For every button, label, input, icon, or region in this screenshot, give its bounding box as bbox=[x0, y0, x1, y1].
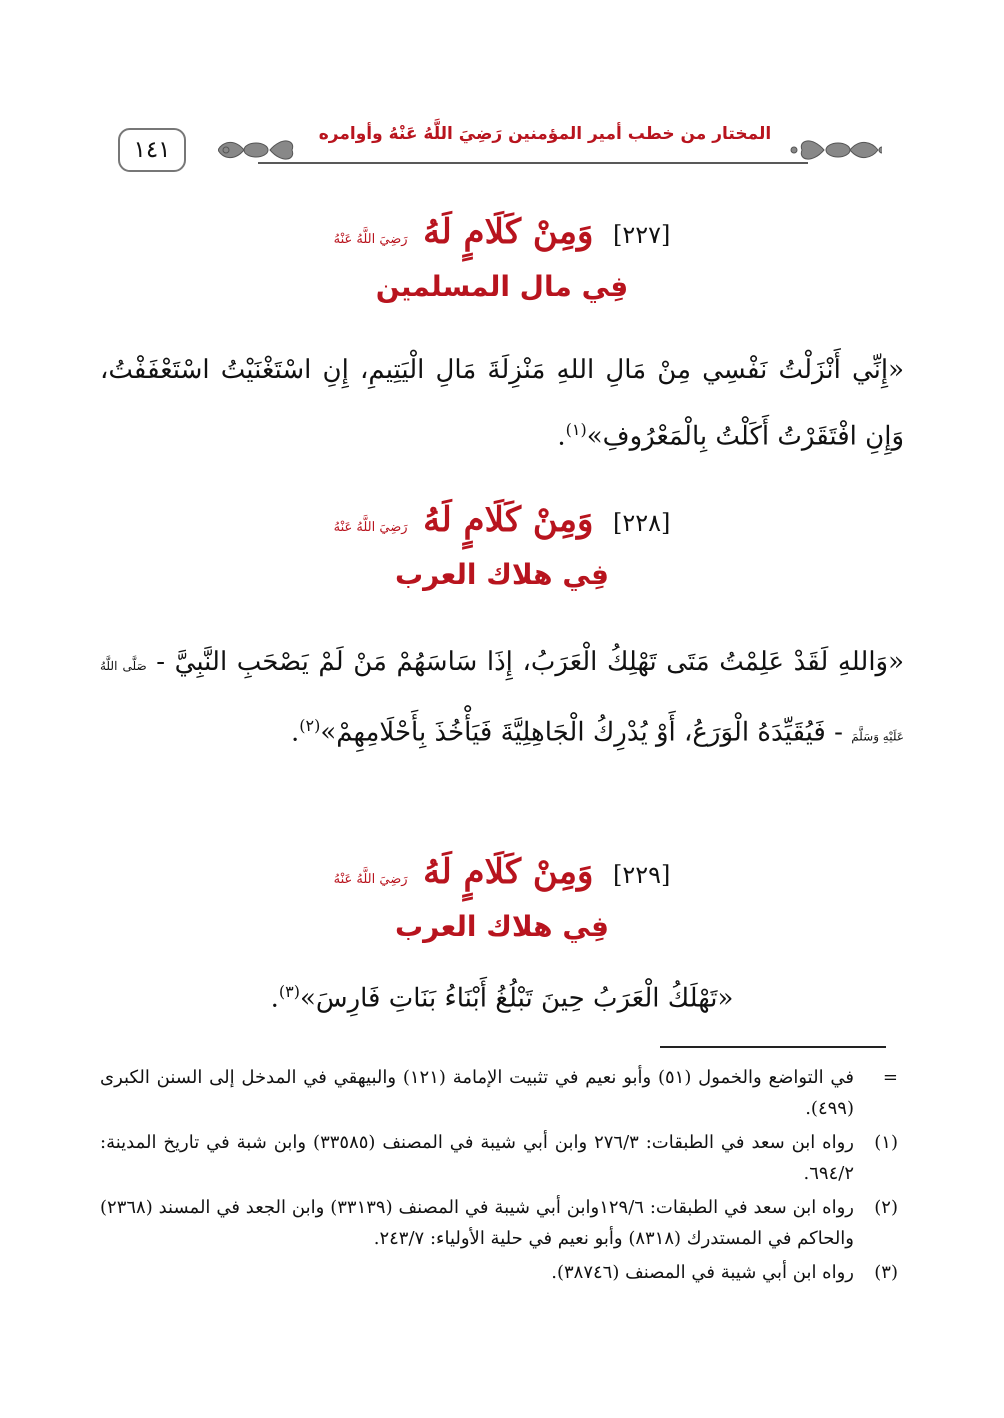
footnote-marker: (٣) bbox=[874, 1262, 898, 1283]
footnote-text: رواه ابن أبي شيبة في المصنف (٣٨٧٤٦). bbox=[551, 1262, 854, 1283]
footnote-ref: (٣) bbox=[278, 982, 300, 1001]
quote-text: «وَاللهِ لَقَدْ عَلِمْتُ مَتَى تَهْلِكُ الْعَرَبُ، إِذَا سَاسَهُمْ مَنْ لَمْ يَصْحَبِ النَّبِيَّ - bbox=[156, 647, 905, 677]
section-number: [٢٢٧] bbox=[612, 221, 671, 249]
honorific: رَضِيَ اللَّهُ عَنْهُ bbox=[333, 872, 408, 887]
section-title bbox=[100, 212, 904, 252]
section-intro: وَمِنْ كَلَامٍ لَهُ bbox=[423, 500, 594, 540]
quote-227 bbox=[100, 340, 904, 467]
footnote-separator bbox=[660, 1046, 886, 1048]
quote-end: . bbox=[557, 421, 566, 452]
footnote-marker: = bbox=[882, 1067, 898, 1088]
page-header bbox=[118, 120, 882, 182]
footnote-ref: (٢) bbox=[299, 716, 321, 735]
prophet-honorific: صَلَّى اللَّهُ عَلَيْهِ وَسَلَّمَ bbox=[100, 659, 904, 744]
footnote-ref: (١) bbox=[565, 420, 587, 439]
page-number: ١٤١ bbox=[118, 128, 186, 172]
footnote-marker: (٢) bbox=[874, 1197, 898, 1218]
section-heading-229 bbox=[100, 852, 904, 943]
footnote-item bbox=[100, 1062, 904, 1124]
footnote-item bbox=[100, 1257, 904, 1288]
quote-end: . bbox=[270, 983, 279, 1014]
quote-text-continued: - فَيُقَيِّدَهُ الْوَرَعُ، أَوْ يُدْرِكُ الْجَاهِلِيَّةَ فَيَأْخُذَ بِأَحْلَامِهِمْ» bbox=[320, 717, 843, 748]
section-intro: وَمِنْ كَلَامٍ لَهُ bbox=[423, 852, 594, 892]
section-subtitle: فِي هلاك العرب bbox=[395, 910, 609, 943]
section-subtitle: فِي هلاك العرب bbox=[395, 558, 609, 591]
section-intro: وَمِنْ كَلَامٍ لَهُ bbox=[423, 212, 594, 252]
section-heading-228 bbox=[100, 500, 904, 591]
honorific: رَضِيَ اللَّهُ عَنْهُ bbox=[333, 520, 408, 535]
quote-text: «إِنِّي أَنْزَلْتُ نَفْسِي مِنْ مَالِ اللهِ مَنْزِلَةَ مَالِ الْيَتِيمِ، إِنِ اسْتَغْنَيْتُ اسْتَعْفَفْتُ، وَإِنِ افْتَقَرْتُ أَكَلْتُ بِالْمَعْرُوفِ» bbox=[100, 355, 904, 452]
footnote-text: في التواضع والخمول (٥١) وأبو نعيم في تثبيت الإمامة (١٢١) والبيهقي في المدخل إلى السنن الكبرى (٤٩٩). bbox=[100, 1067, 854, 1119]
footnote-item bbox=[100, 1192, 904, 1254]
quote-228 bbox=[100, 632, 904, 767]
section-title bbox=[100, 500, 904, 540]
section-number: [٢٢٩] bbox=[612, 861, 671, 889]
footnote-marker: (١) bbox=[874, 1132, 898, 1153]
quote-text: «تَهْلَكُ الْعَرَبُ حِينَ تَبْلُغُ أَبْنَاءُ بَنَاتِ فَارِسَ» bbox=[299, 983, 734, 1014]
section-subtitle: فِي مال المسلمين bbox=[375, 270, 629, 303]
section-number: [٢٢٨] bbox=[612, 509, 671, 537]
section-heading-227 bbox=[100, 212, 904, 303]
footnote-text: رواه ابن سعد في الطبقات: ٢٧٦/٣ وابن أبي شيبة في المصنف (٣٣٥٨٥) وابن شبة في تاريخ المدينة: ٦٩٤/٢. bbox=[100, 1132, 855, 1184]
running-title: المختار من خطب أمير المؤمنين رَضِيَ اللَّهُ عَنْهُ وأوامره bbox=[318, 124, 772, 144]
footnote-text: رواه ابن سعد في الطبقات: ١٢٩/٦وابن أبي شيبة في المصنف (٣٣١٣٩) وابن الجعد في المسند (٢٣٦٨) والحاكم في المستدرك (٨٣١٨) وأبو نعيم في حلية الأولياء: ٢٤٣/٧. bbox=[100, 1197, 854, 1249]
footnotes bbox=[100, 1062, 904, 1291]
section-title bbox=[100, 852, 904, 892]
quote-end: . bbox=[290, 717, 300, 748]
honorific: رَضِيَ اللَّهُ عَنْهُ bbox=[333, 232, 408, 247]
footnote-item bbox=[100, 1127, 904, 1189]
quote-229 bbox=[100, 962, 904, 1029]
